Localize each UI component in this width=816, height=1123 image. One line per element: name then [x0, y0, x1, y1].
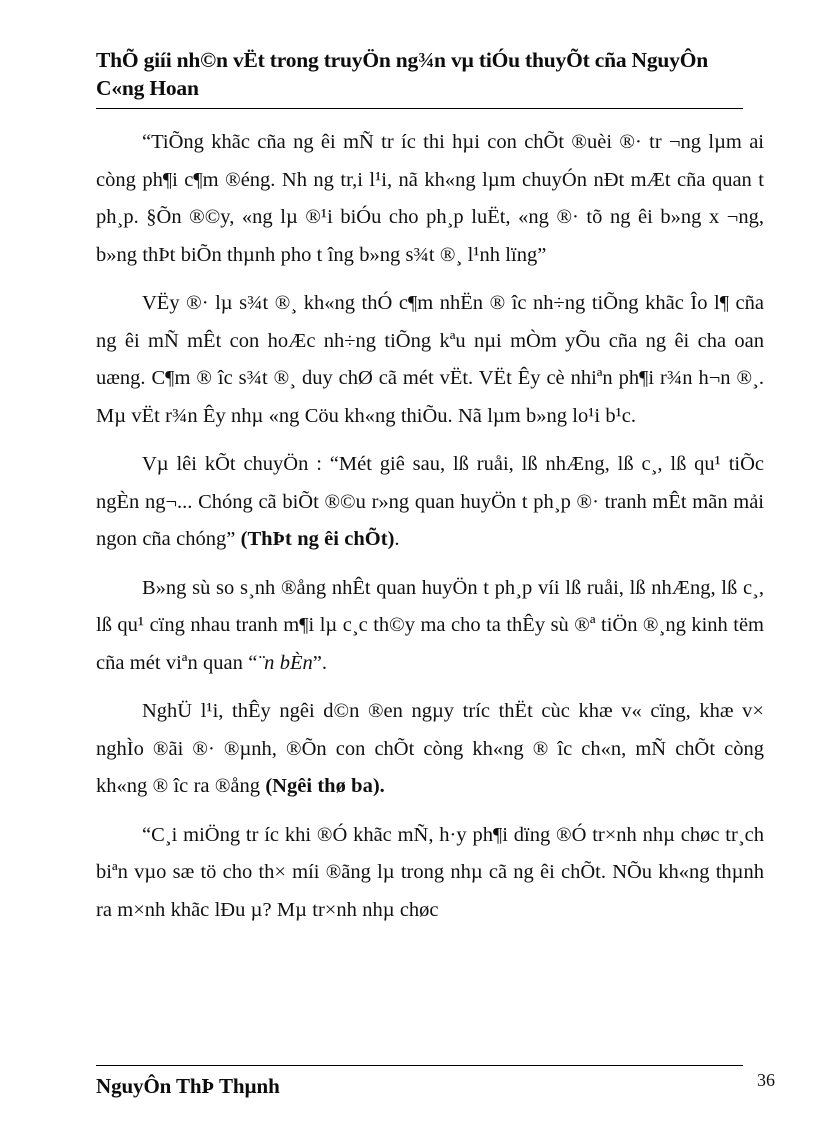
text-run-bold: (ThÞt ng êi chÕt): [240, 528, 395, 550]
paragraph: [96, 693, 764, 806]
text-run-normal: Vµ lêi kÕt chuyÖn : “Mét giê sau, lß ruåi, lß nhÆng, lß c¸, lß qu¹ tiÕc ngÈn ng¬... Chóng cã biÕt ®©u r»ng quan huyÖn t ph¸p ®· tranh mÊt mãn mải ngon cña chóng”: [96, 453, 764, 550]
text-run-normal: VËy ®· lµ s¾t ®¸ kh«ng thÓ c¶m nhËn ® îc nh÷ng tiÕng khãc Îo l¶ cña ng êi mÑ mÊt con hoÆc nh÷ng tiÕng kªu nµi mÒm yÕu cña ng êi cha oan uæng. C¶m ® îc s¾t ®¸ duy chØ cã mét vËt. VËt Êy cè nhiªn ph¶i r¾n h¬n ®¸. Mµ vËt r¾n Êy nhµ «ng Cöu kh«ng thiÕu. Nã lµm b»ng lo¹i b¹c.: [96, 292, 764, 427]
text-run-normal: “TiÕng khãc cña ng êi mÑ tr íc thi hµi con chÕt ®uèi ®· tr ¬ng lµm ai còng ph¶i c¶m ®éng. Nh ng tr,i l¹i, nã kh«ng lµm chuyÓn nÐt mÆt cña quan t ph¸p. §Õn ®©y, «ng lµ ®¹i biÓu cho ph¸p luËt, «ng ®· tõ ng êi b»ng x ¬ng, b»ng thÞt biÕn thµnh pho t îng b»ng s¾t ®¸ l¹nh lïng”: [96, 131, 764, 266]
text-run-bold: (Ngêi thø ba).: [265, 775, 385, 797]
paragraph: [96, 446, 764, 559]
paragraph: [96, 124, 764, 274]
text-run-normal: “C¸i miÖng tr íc khi ®Ó khãc mÑ, h·y ph¶i dïng ®Ó tr×nh nhµ chøc tr¸ch biªn vµo sæ tö cho th× míi ®ãng lµ trong nhµ cã ng êi chÕt. NÕu kh«ng thµnh ra m×nh khãc lÐu µ? Mµ tr×nh nhµ chøc: [96, 823, 764, 921]
paragraph: [96, 570, 764, 683]
paragraph: [96, 817, 764, 930]
header-divider: [96, 108, 743, 109]
document-body: [96, 124, 764, 929]
running-head: [96, 46, 744, 102]
page-number: 36: [757, 1070, 775, 1090]
page-title: ThÕ giíi nh©n vËt trong truyÖn ng¾n vµ tiÓu thuyÕt cña NguyÔn C«ng Hoan: [96, 48, 709, 100]
footer-divider: [96, 1065, 743, 1066]
text-run-normal: NghÜ l¹i, thÊy ngêi d©n ®en ngµy tríc thËt cùc khæ v« cïng, khæ v× nghÌo ®ãi ®· ®µnh, ®Õn con chÕt còng kh«ng ® îc ch«n, mÑ chÕt còng kh«ng ® îc ra ®ång: [96, 700, 764, 797]
paragraph: [96, 285, 764, 435]
footer-author: NguyÔn ThÞ Thµnh: [96, 1074, 280, 1098]
text-run-normal: ”.: [312, 651, 327, 674]
text-run-italic: ¨n bÈn: [257, 651, 313, 674]
text-run-normal: .: [394, 528, 400, 550]
text-run-normal: B»ng sù so s¸nh ®ång nhÊt quan huyÖn t ph¸p víi lß ruåi, lß nhÆng, lß c¸, lß qu¹ cïng nhau tranh m¶i lµ c¸c th©y ma cho ta thÊy sù ®ª tiÖn ®¸ng kinh tëm cña mét viªn quan “: [96, 576, 764, 674]
